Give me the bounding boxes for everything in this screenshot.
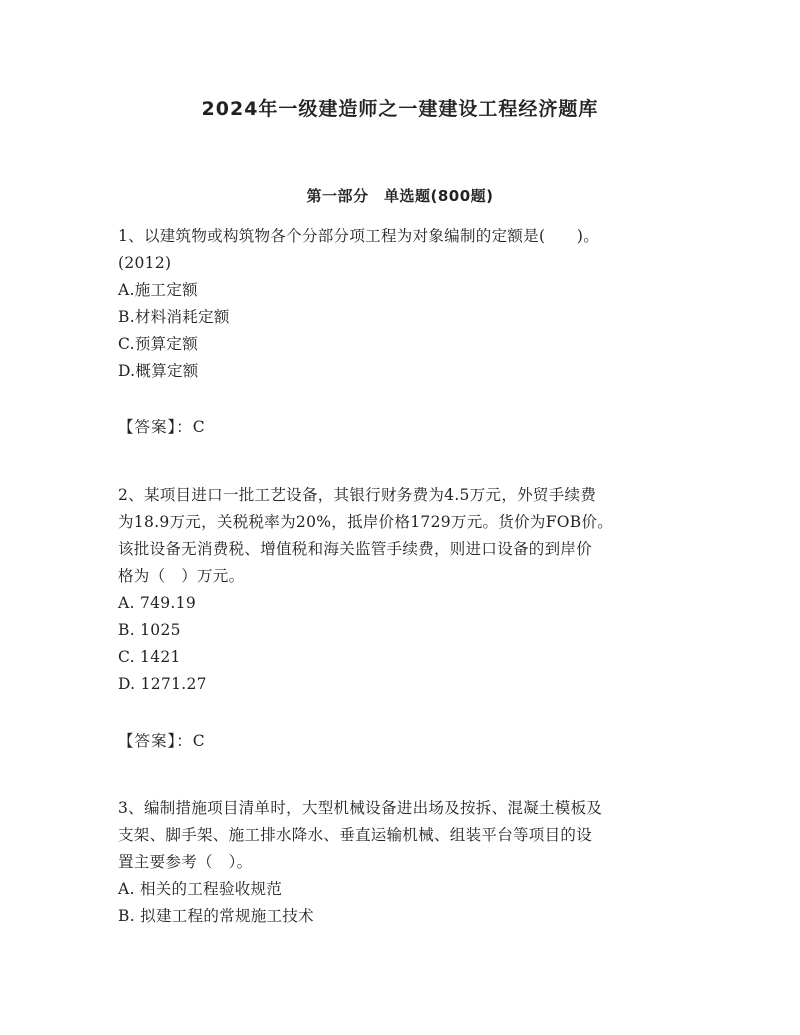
question-2-option-d: D. 1271.27 [118, 675, 207, 693]
question-2-stem-line: 该批设备无消费税、增值税和海关监管手续费，则进口设备的到岸价 [118, 540, 593, 558]
question-1-option-d: D.概算定额 [118, 362, 199, 380]
question-1-stem-line: (2012) [118, 254, 172, 272]
question-3-stem-line: 置主要参考（ ）。 [118, 853, 253, 871]
question-2-stem-line: 为18.9万元，关税税率为20%，抵岸价格1729万元。货价为FOB价。 [118, 513, 614, 531]
document-title: 2024年一级建造师之一建建设工程经济题库 [201, 98, 599, 120]
question-3-stem-line: 支架、脚手架、施工排水降水、垂直运输机械、组装平台等项目的设 [118, 826, 593, 844]
question-3-option-b: B. 拟建工程的常规施工技术 [118, 907, 314, 925]
section-heading: 第一部分 单选题(800题) [306, 187, 494, 205]
question-1-option-a: A.施工定额 [118, 281, 198, 299]
question-1-option-b: B.材料消耗定额 [118, 308, 230, 326]
question-2-option-c: C. 1421 [118, 648, 181, 666]
question-2-stem-line: 2、某项目进口一批工艺设备，其银行财务费为4.5万元，外贸手续费 [118, 486, 597, 504]
question-1-stem-line: 1、以建筑物或构筑物各个分部分项工程为对象编制的定额是( )。 [118, 227, 600, 245]
question-2-answer: 【答案】：C [118, 732, 206, 750]
question-1-answer: 【答案】：C [118, 418, 206, 436]
question-3-option-a: A. 相关的工程验收规范 [118, 880, 283, 898]
question-2-option-b: B. 1025 [118, 621, 181, 639]
question-2-option-a: A. 749.19 [118, 594, 196, 612]
question-3-stem-line: 3、编制措施项目清单时，大型机械设备进出场及按拆、混凝土模板及 [118, 799, 603, 817]
question-2-stem-line: 格为（ ）万元。 [118, 567, 245, 585]
question-1-option-c: C.预算定额 [118, 335, 199, 353]
